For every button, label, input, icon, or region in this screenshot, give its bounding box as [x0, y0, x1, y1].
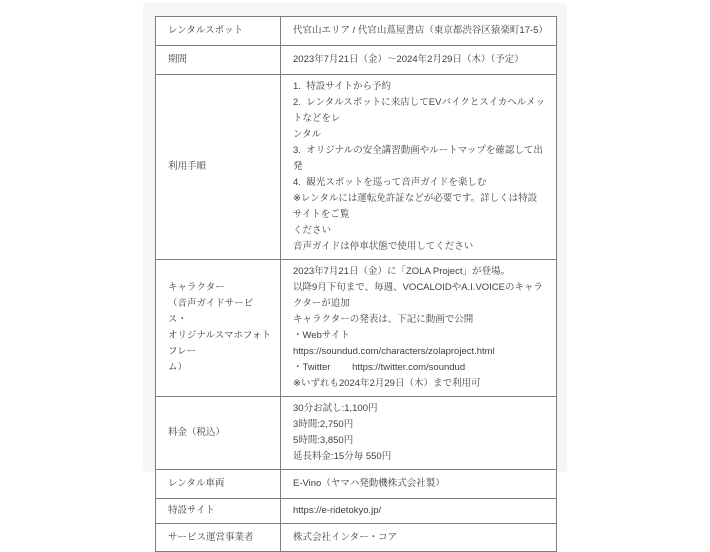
- row-content: E-Vino（ヤマハ発動機株式会社製）: [293, 478, 445, 489]
- row-period: [156, 45, 556, 74]
- row-fees: [156, 396, 556, 469]
- row-label: レンタル車両: [156, 470, 281, 498]
- row-label: 期間: [156, 46, 281, 74]
- row-content: 30分お試し:1,100円 3時間:2,750円 5時間:3,850円 延長料金:15分毎 550円: [293, 403, 392, 462]
- row-label: 利用手順: [156, 75, 281, 259]
- row-content: 株式会社インター・コア: [293, 531, 398, 543]
- row-content: 1. 特設サイトから予約 2. レンタルスポットに来店してEVバイクとスイカヘルメットなどをレ ンタル 3. オリジナルの安全講習動画やルートマップを確認して出発 4. 観光スポットを巡って音声ガイドを楽しむ ※レンタルには運転免許証などが必要です。詳しくは特設サイトをご覧 ください 音声ガイドは停車状態で使用してください: [293, 81, 546, 252]
- row-content: 2023年7月21日（金）〜2024年2月29日（木）（予定）: [293, 54, 524, 65]
- row-procedure: [156, 74, 556, 259]
- row-vehicle: [156, 469, 556, 498]
- row-label: サービス運営事業者: [156, 524, 281, 551]
- row-label: 料金（税込）: [156, 397, 281, 469]
- row-label: キャラクター （音声ガイドサービス・ オリジナルスマホフォトフレー ム）: [156, 260, 281, 396]
- row-content: 2023年7月21日（金）に「ZOLA Project」が登場。 以降9月下旬まで、毎週、VOCALOIDやA.I.VOICEのキャラクターが追加 キャラクターの発表は、下記に動画で公開 ・Webサイト https://soundud.com/characters/zolaproject.html ・Twitter https://twitter.com/soundud ※いずれも2024年2月29日（木）まで利用可: [293, 266, 544, 389]
- row-characters: [156, 259, 556, 396]
- row-website: [156, 498, 556, 523]
- row-content: https://e-ridetokyo.jp/: [293, 505, 382, 516]
- row-content: 代官山エリア / 代官山蔦屋書店（東京都渋谷区猿楽町17-5）: [293, 25, 548, 36]
- row-label: レンタルスポット: [156, 17, 281, 45]
- row-operator: [156, 523, 556, 551]
- row-label: 特設サイト: [156, 499, 281, 523]
- row-rental-spot: [156, 17, 556, 45]
- spec-table: [155, 16, 557, 552]
